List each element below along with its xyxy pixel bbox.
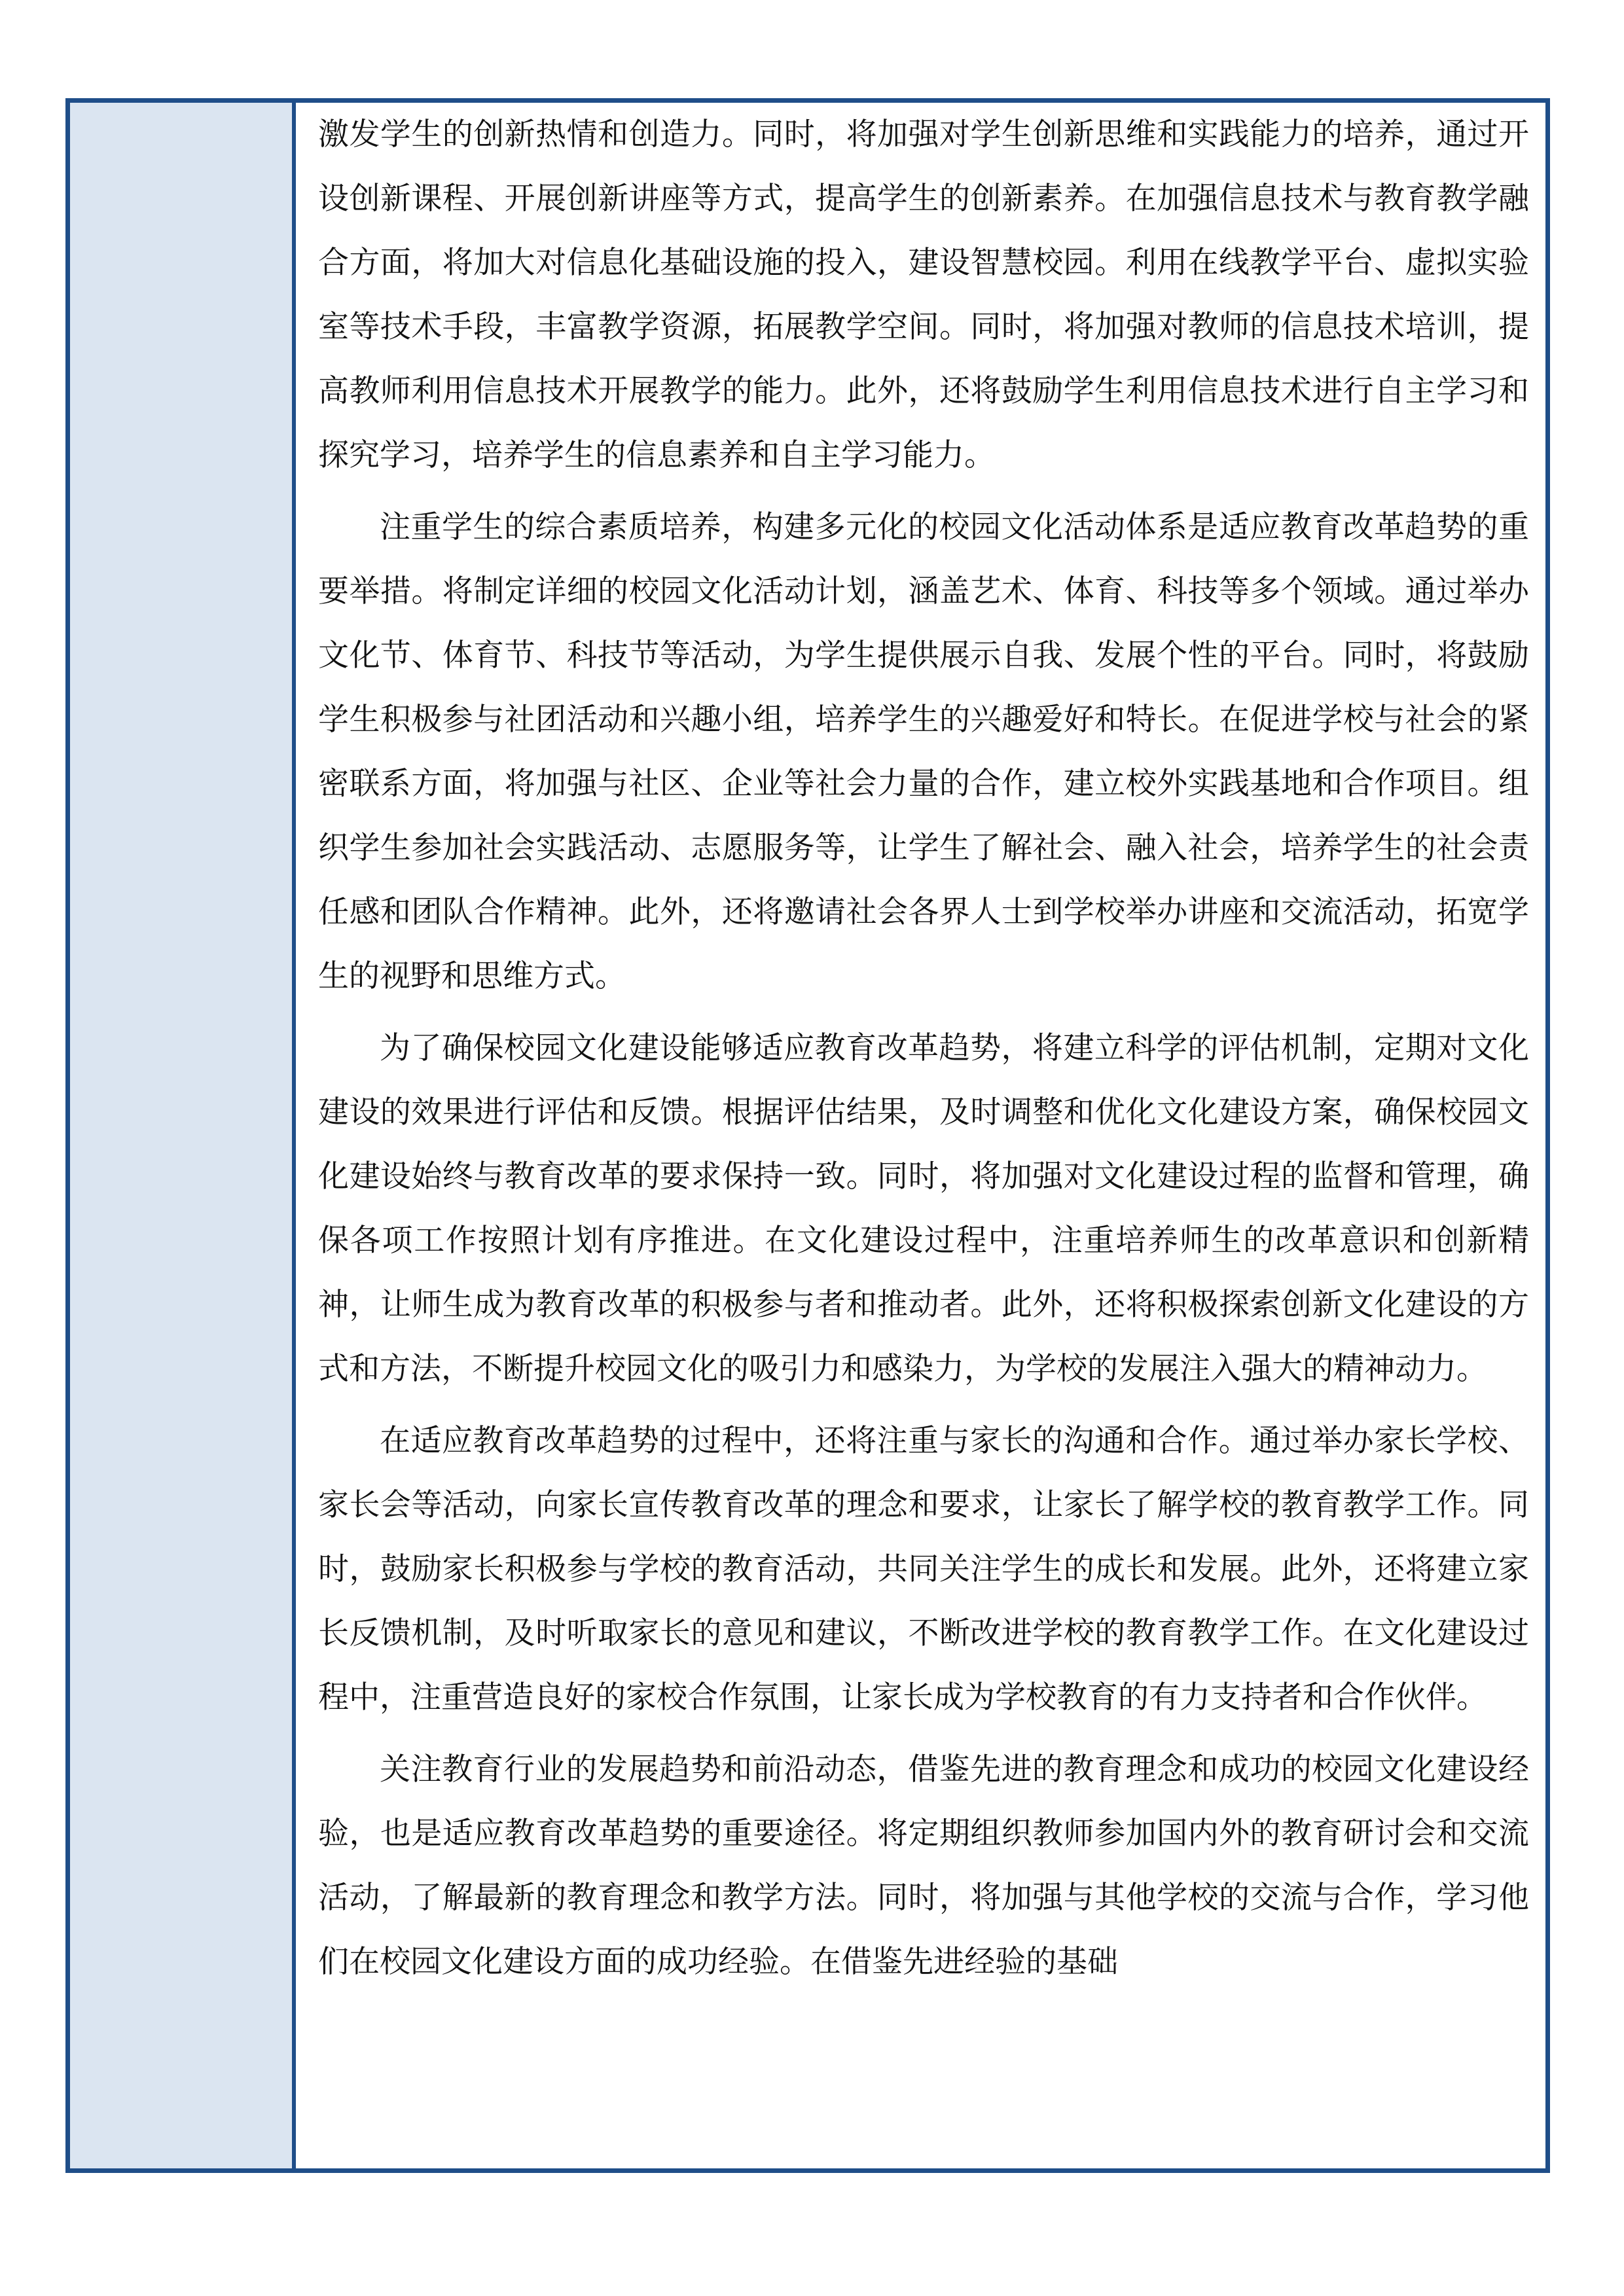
document-frame: [65, 98, 1550, 2173]
side-panel: [70, 103, 296, 2168]
paragraph: 注重学生的综合素质培养，构建多元化的校园文化活动体系是适应教育改革趋势的重要举措。将制定详细的校园文化活动计划，涵盖艺术、体育、科技等多个领域。通过举办文化节、体育节、科技节等活动，为学生提供展示自我、发展个性的平台。同时，将鼓励学生积极参与社团活动和兴趣小组，培养学生的兴趣爱好和特长。在促进学校与社会的紧密联系方面，将加强与社区、企业等社会力量的合作，建立校外实践基地和合作项目。组织学生参加社会实践活动、志愿服务等，让学生了解社会、融入社会，培养学生的社会责任感和团队合作精神。此外，还将邀请社会各界人士到学校举办讲座和交流活动，拓宽学生的视野和思维方式。: [318, 509, 1529, 994]
document-body: [318, 103, 1529, 1994]
paragraph: 在适应教育改革趋势的过程中，还将注重与家长的沟通和合作。通过举办家长学校、家长会等活动，向家长宣传教育改革的理念和要求，让家长了解学校的教育教学工作。同时，鼓励家长积极参与学校的教育活动，共同关注学生的成长和发展。此外，还将建立家长反馈机制，及时听取家长的意见和建议，不断改进学校的教育教学工作。在文化建设过程中，注重营造良好的家校合作氛围，让家长成为学校教育的有力支持者和合作伙伴。: [318, 1423, 1529, 1715]
paragraph: 关注教育行业的发展趋势和前沿动态，借鉴先进的教育理念和成功的校园文化建设经验，也是适应教育改革趋势的重要途径。将定期组织教师参加国内外的教育研讨会和交流活动，了解最新的教育理念和教学方法。同时，将加强与其他学校的交流与合作，学习他们在校园文化建设方面的成功经验。在借鉴先进经验的基础: [318, 1751, 1529, 1980]
paragraph-continued: 激发学生的创新热情和创造力。同时，将加强对学生创新思维和实践能力的培养，通过开设创新课程、开展创新讲座等方式，提高学生的创新素养。在加强信息技术与教育教学融合方面，将加大对信息化基础设施的投入，建设智慧校园。利用在线教学平台、虚拟实验室等技术手段，丰富教学资源，拓展教学空间。同时，将加强对教师的信息技术培训，提高教师利用信息技术开展教学的能力。此外，还将鼓励学生利用信息技术进行自主学习和探究学习，培养学生的信息素养和自主学习能力。: [318, 117, 1529, 473]
paragraph: 为了确保校园文化建设能够适应教育改革趋势，将建立科学的评估机制，定期对文化建设的效果进行评估和反馈。根据评估结果，及时调整和优化文化建设方案，确保校园文化建设始终与教育改革的要求保持一致。同时，将加强对文化建设过程的监督和管理，确保各项工作按照计划有序推进。在文化建设过程中，注重培养师生的改革意识和创新精神，让师生成为教育改革的积极参与者和推动者。此外，还将积极探索创新文化建设的方式和方法，不断提升校园文化的吸引力和感染力，为学校的发展注入强大的精神动力。: [318, 1030, 1529, 1387]
